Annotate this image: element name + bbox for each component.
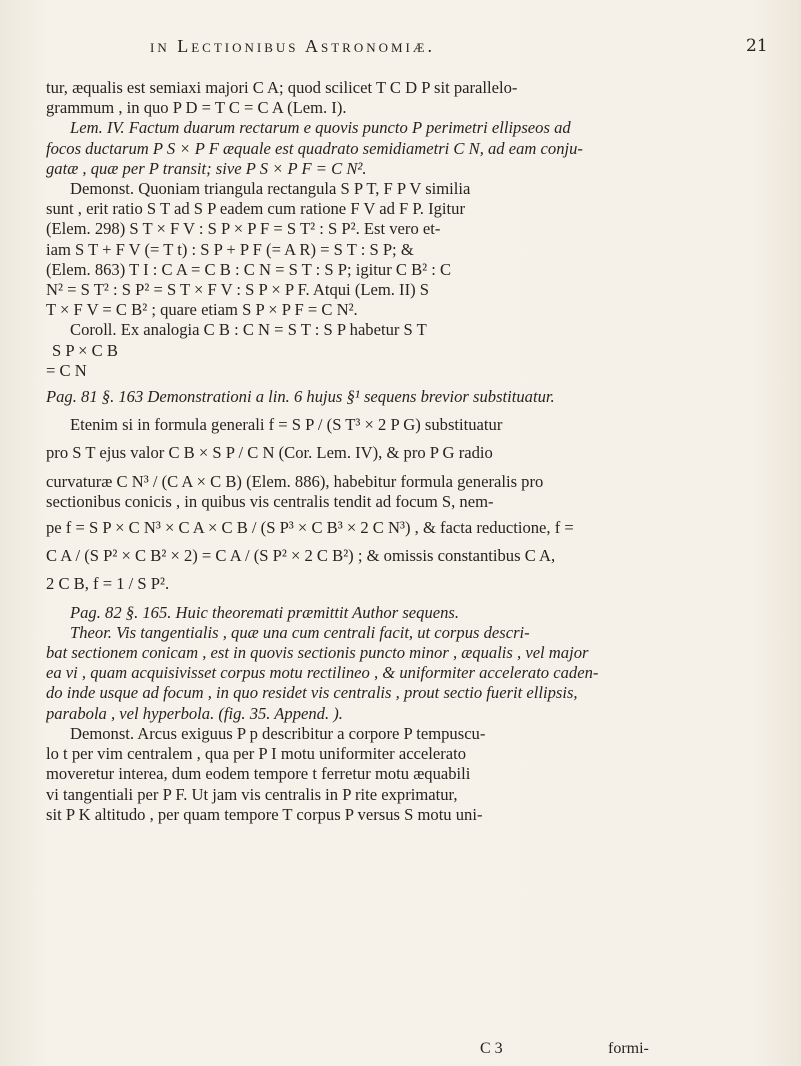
text-line: N² = S T² : S P² = S T × F V : S P × P F. Atqui (Lem. II) S <box>46 280 429 300</box>
theorem-heading: Theor. Vis tangentialis , quæ una cum centrali facit, ut corpus descri- <box>70 622 530 642</box>
text-line: gatæ , quæ per P transit; sive P S × P F = C N². <box>46 158 367 178</box>
text-line: bat sectionem conicam , est in quovis sectionis puncto minor , æqualis , vel major <box>46 643 589 663</box>
catchword: formi- <box>608 1040 649 1057</box>
text-line: sunt , erit ratio S T ad S P eadem cum ratione F V ad F P. Igitur <box>46 199 465 219</box>
text-line: iam S T + F V (= T t) : S P + P F (= A R) = S T : S P; & <box>46 239 414 259</box>
body-text <box>46 78 761 825</box>
page-header <box>0 36 801 76</box>
text-line: parabola , vel hyperbola. (fig. 35. Append. ). <box>46 703 343 723</box>
text-line: vi tangentiali per P F. Ut jam vis centralis in P rite exprimatur, <box>46 784 458 804</box>
demonstration-heading: Demonst. Arcus exiguus P p describitur a corpore P tempuscu- <box>70 723 486 743</box>
text-line: (Elem. 863) T I : C A = C B : C N = S T : S P; igitur C B² : C <box>46 259 452 279</box>
formula-line: pro S T ejus valor C B × S P / C N (Cor. Lem. IV), & pro P G radio <box>46 443 493 463</box>
lemma-iv-heading: Lem. IV. Factum duarum rectarum e quovis puncto P perimetri ellipseos ad <box>70 118 571 138</box>
formula-line: 2 C B, f = 1 / S P². <box>46 574 170 594</box>
text-line: tur, æqualis est semiaxi majori C A; quod scilicet T C D P sit parallelo- <box>46 78 518 97</box>
text-line: do inde usque ad focum , in quo residet vis centralis , prout sectio fuerit ellipsis, <box>46 683 578 703</box>
formula-numerator: S P × C B <box>52 340 118 360</box>
page-reference-line: Pag. 82 §. 165. Huic theoremati præmittit Author sequens. <box>70 602 460 622</box>
text-line: moveretur interea, dum eodem tempore t ferretur motu æquabili <box>46 764 471 784</box>
text-line: T × F V = C B² ; quare etiam S P × P F = C N². <box>46 300 358 320</box>
text-line: grammum , in quo P D = T C = C A (Lem. I). <box>46 98 347 118</box>
corollary-line: Coroll. Ex analogia C B : C N = S T : S P habetur S T <box>70 320 427 340</box>
text-line: ea vi , quam acquisivisset corpus motu rectilineo , & uniformiter accelerato caden- <box>46 663 599 683</box>
text-line: sectionibus conicis , in quibus vis centralis tendit ad focum S, nem- <box>46 491 494 511</box>
signature-mark: C 3 <box>480 1040 503 1057</box>
running-head: in Lectionibus Astronomiæ. <box>150 36 435 56</box>
text-line: focos ductarum P S × P F æquale est quadrato semidiametri C N, ad eam conju- <box>46 138 583 158</box>
page-number: 21 <box>746 36 768 56</box>
text-line: sit P K altitudo , per quam tempore T corpus P versus S motu uni- <box>46 804 483 824</box>
formula-denominator: = C N <box>46 360 87 380</box>
formula-line: curvaturæ C N³ / (C A × C B) (Elem. 886), habebitur formula generalis pro <box>46 471 544 491</box>
demonstration-heading: Demonst. Quoniam triangula rectangula S P T, F P V similia <box>70 179 471 199</box>
formula-line: C A / (S P² × C B² × 2) = C A / (S P² × 2 C B²) ; & omissis constantibus C A, <box>46 546 556 566</box>
formula-line: Etenim si in formula generali f = S P / (S T³ × 2 P G) substituatur <box>70 415 503 435</box>
text-line: lo t per vim centralem , qua per P I motu uniformiter accelerato <box>46 744 467 764</box>
page-reference-line: Pag. 81 §. 163 Demonstrationi a lin. 6 hujus §¹ sequens brevior substituatur. <box>46 387 555 407</box>
formula-line: pe f = S P × C N³ × C A × C B / (S P³ × C B³ × 2 C N³) , & facta reductione, f = <box>46 518 574 538</box>
text-line: (Elem. 298) S T × F V : S P × P F = S T² : S P². Est vero et- <box>46 219 441 239</box>
